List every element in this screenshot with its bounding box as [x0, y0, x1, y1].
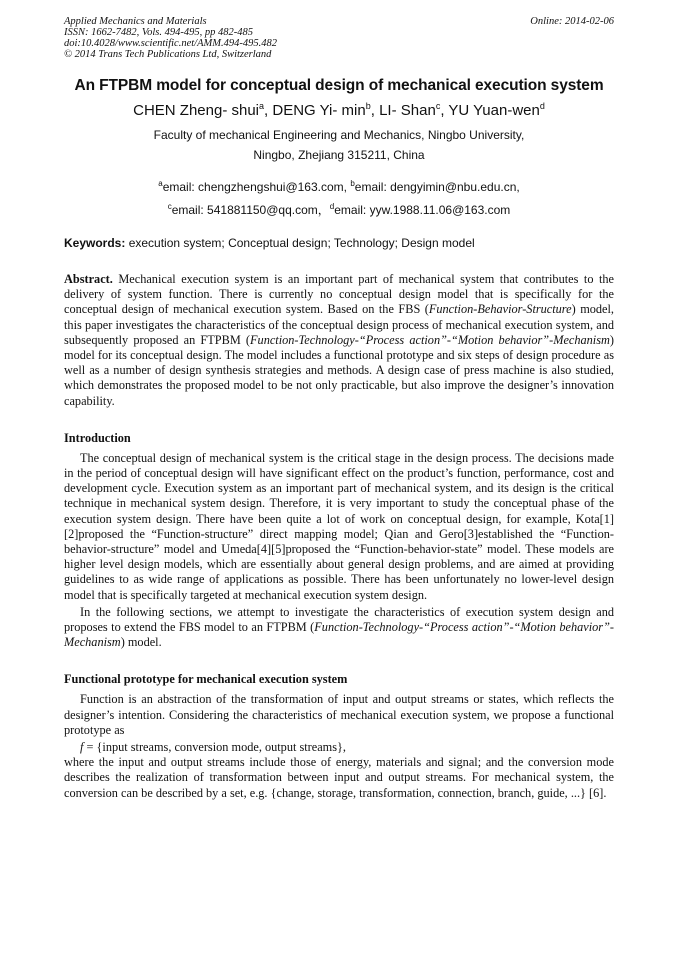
email-d: email: yyw.1988.11.06@163.com	[334, 203, 511, 217]
publication-info	[64, 16, 277, 60]
doi-line: doi:10.4028/www.scientific.net/AMM.494-495.482	[64, 38, 277, 49]
abstract: Abstract. Mechanical execution system is an important part of mechanical system that contributes to the delivery of system function. There is currently no conceptual design model that is specifically for the conceptual design of mechanical execution system. Based on the FBS (Function-Behavior-Structure) model, this paper investigates the characteristics of the conceptual design process of mechanical execution system, and subsequently proposed an FTPBM (Function-Technology-“Process action”-“Motion behavior”-Mechanism) model for its conceptual design. The model includes a functional prototype and six steps of design procedure as well as a number of design synthesis strategies and methods. A design case of press machine is also studied, which demonstrates the proposed model to be not only practicable, but also improve the designer’s innovation capability.	[64, 272, 615, 408]
paper-page	[64, 16, 614, 801]
paper-title: An FTPBM model for conceptual design of mechanical execution system	[74, 77, 604, 94]
introduction-paragraph-1: The conceptual design of mechanical system is the critical stage in the design process. The decisions made in the period of conceptual design will have significant effect on the product’s function, performance, cost and development cycle. Execution system as an important part of mechanical system, and its design is the critical technique in mechanical system design. Therefore, it is very important to study the conceptual phase of the execution system design. There have been quite a lot of work on conceptual design, for example, Kota[1][2]proposed the “Function-structure” direct mapping model; Qian and Gero[3]established the “Function-behavior-structure” model and Umeda[4][5]proposed the “Function-behavior-state” model. These models are higher level design models, which are essentially about general design problems, and are aimed at providing guidelines to as wide range of applications as possible. There has been unfortunately no lower-level design model that is specifically targeted at mechanical execution system design.	[64, 450, 614, 602]
email-c: email: 541881150@qq.com，	[171, 203, 330, 217]
author-mark: d	[539, 101, 545, 111]
functional-paragraph-1: Function is an abstraction of the transformation of input and output streams or states, which reflects the designer’s intention. Considering the characteristics of mechanical execution system, we propose a functional prototype as	[64, 692, 614, 737]
author-name: LI- Shan	[379, 102, 436, 119]
functional-prototype-formula: f = {input streams, conversion mode, output streams},	[80, 740, 347, 755]
keywords	[64, 236, 614, 250]
section-heading-introduction: Introduction	[64, 430, 131, 445]
keywords-label: Keywords:	[64, 236, 126, 250]
abstract-label: Abstract.	[64, 272, 113, 286]
author-mark: b	[365, 101, 371, 111]
journal-name: Applied Mechanics and Materials	[64, 16, 207, 27]
author-name: YU Yuan-wen	[448, 102, 540, 119]
introduction-paragraph-2: In the following sections, we attempt to investigate the characteristics of execution system design and proposes to extend the FBS model to an FTPBM (Function-Technology-“Process action”-“Motion behavior”-Mechanism) model.	[64, 604, 615, 650]
email-b: email: dengyimin@nbu.edu.cn,	[354, 180, 520, 194]
author-mark: a	[259, 101, 265, 111]
author-name: CHEN Zheng- shui	[133, 102, 260, 119]
online-date: Online: 2014-02-06	[530, 16, 614, 27]
issn-line: ISSN: 1662-7482, Vols. 494-495, pp 482-485	[64, 27, 253, 38]
author-mark: c	[435, 101, 441, 111]
author-list: CHEN Zheng- shui$^a$, DENG Yi- $\min^b$, LI- Shan$^c$, YU Yuan-wen$^d$	[133, 101, 545, 119]
email-a: email: chengzhengshui@163.com,	[162, 180, 351, 194]
functional-paragraph-2: where the input and output streams include those of energy, materials and signal; and the conversion mode describes the realization of transformation between input and output streams. For mechanical system, the conversion can be described by a set, e.g. {change, storage, transformation, connection, branch, guide, ...} [6].	[64, 755, 614, 800]
author-emails: $^a$email: chengzhengshui@163.com, $^b$email: dengyimin@nbu.edu.cn, $^c$email: 541881150@qq.com，$^d$email: yyw.1988.11.06@163.com	[158, 179, 520, 217]
affiliation: Faculty of mechanical Engineering and Mechanics, Ningbo University, Ningbo, Zhejiang 315211, China	[153, 128, 525, 162]
author-name: DENG Yi- min	[272, 102, 366, 119]
running-header	[64, 16, 614, 60]
keywords-text: execution system; Conceptual design; Technology; Design model	[125, 236, 475, 250]
copyright-line: © 2014 Trans Tech Publications Ltd, Switzerland	[64, 49, 272, 60]
section-heading-functional-prototype: Functional prototype for mechanical execution system	[64, 672, 348, 687]
